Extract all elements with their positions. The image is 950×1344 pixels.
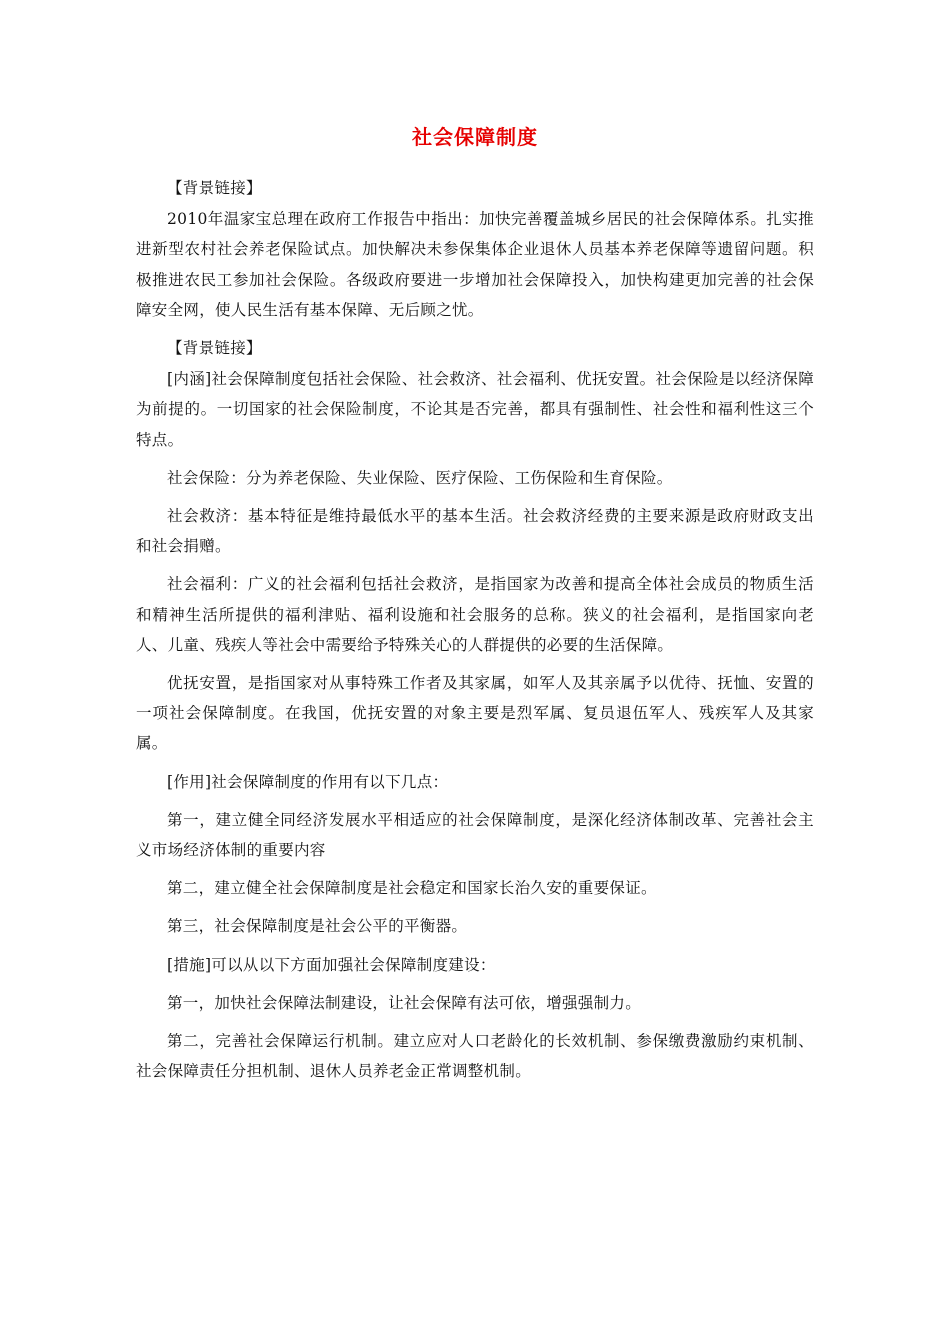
paragraph-function-3: 第三，社会保障制度是社会公平的平衡器。: [167, 917, 468, 936]
document-title: 社会保障制度: [412, 125, 538, 149]
paragraph-measure-2: 第二，完善社会保障运行机制。建立应对人口老龄化的长效机制、参保缴费激励约束机制、社会保障责任分担机制、退休人员养老金正常调整机制。: [136, 1032, 814, 1081]
paragraph-social-relief: 社会救济：基本特征是维持最低水平的基本生活。社会救济经费的主要来源是政府财政支出和社会捐赠。: [136, 507, 814, 556]
paragraph-connotation: [内涵]社会保障制度包括社会保险、社会救济、社会福利、优抚安置。社会保险是以经济保障为前提的。一切国家的社会保险制度，不论其是否完善，都具有强制性、社会性和福利性这三个特点。: [136, 370, 814, 449]
paragraph-function-1: 第一，建立健全同经济发展水平相适应的社会保障制度，是深化经济体制改革、完善社会主义市场经济体制的重要内容: [136, 810, 814, 860]
section-heading-background: 【背景链接】: [167, 179, 262, 197]
section-heading-background-2: 【背景链接】: [167, 339, 262, 358]
paragraph-preferential-placement: 优抚安置，是指国家对从事特殊工作者及其家属，如军人及其亲属予以优待、抚恤、安置的一项社会保障制度。在我国，优抚安置的对象主要是烈军属、复员退伍军人、残疾军人及其家属。: [136, 674, 814, 753]
document-body: [136, 173, 814, 1094]
paragraph-measures-heading: [措施]可以从以下方面加强社会保障制度建设：: [167, 955, 496, 974]
paragraph-function-2: 第二，建立健全社会保障制度是社会稳定和国家长治久安的重要保证。: [167, 879, 657, 898]
paragraph-function-heading: [作用]社会保障制度的作用有以下几点：: [167, 772, 449, 791]
paragraph-background-text: 2010年温家宝总理在政府工作报告中指出：加快完善覆盖城乡居民的社会保障体系。扎实推进新型农村社会养老保险试点。加快解决未参保集体企业退休人员基本养老保障等遗留问题。积极推进农民工参加社会保险。各级政府要进一步增加社会保障投入，加快构建更加完善的社会保障安全网，使人民生活有基本保障、无后顾之忧。: [136, 210, 814, 319]
paragraph-social-insurance: 社会保险：分为养老保险、失业保险、医疗保险、工伤保险和生育保险。: [167, 468, 673, 487]
paragraph-measure-1: 第一，加快社会保障法制建设，让社会保障有法可依，增强强制力。: [167, 993, 642, 1012]
paragraph-social-welfare: 社会福利：广义的社会福利包括社会救济，是指国家为改善和提高全体社会成员的物质生活和精神生活所提供的福利津贴、福利设施和社会服务的总称。狭义的社会福利，是指国家向老人、儿童、残疾人等社会中需要给予特殊关心的人群提供的必要的生活保障。: [136, 575, 814, 654]
